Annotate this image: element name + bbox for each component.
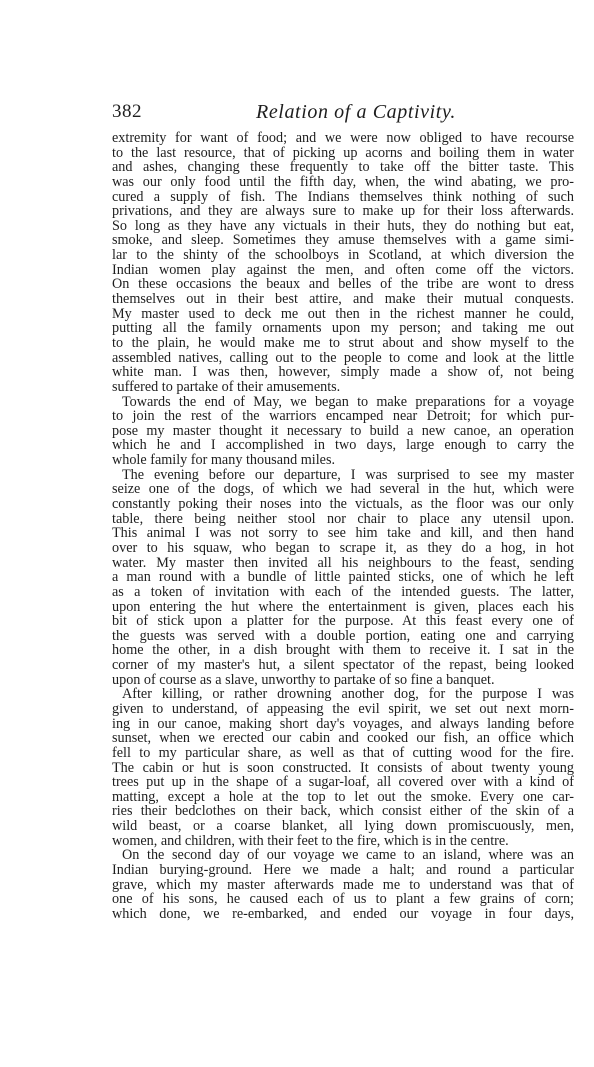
- text-line: sunset, when we erected our cabin and cooked our fish, an office which: [112, 730, 574, 747]
- text-line: a man round with a bundle of little painted sticks, one of which he left: [112, 569, 574, 586]
- page-number: 382: [112, 101, 142, 122]
- text-line: Indian burying-ground. Here we made a halt; and round a particular: [112, 862, 574, 879]
- text-line: This animal I was not sorry to see him take and kill, and then hand: [112, 525, 574, 542]
- text-line: pose my master thought it necessary to build a new canoe, an operation: [112, 422, 574, 439]
- text-line: ing in our canoe, making short day's voyages, and always landing before: [112, 715, 574, 732]
- text-line: whole family for many thousand miles.: [112, 452, 336, 469]
- text-line: to the last resource, that of picking up acorns and boiling them in water: [112, 144, 574, 161]
- text-line: upon entering the hut where the entertainment is given, places each his: [112, 598, 574, 615]
- text-line: to the plain, he would make me to strut about and show myself to the: [112, 334, 574, 351]
- text-line: Indian women play against the men, and often come off the victors.: [112, 261, 574, 278]
- text-line: women, and children, with their feet to the fire, which is in the centre.: [112, 832, 509, 849]
- text-line: over to his squaw, who began to scrape it, as they do a hog, in hot: [112, 539, 574, 556]
- text-line: So long as they have any victuals in their huts, they do nothing but eat,: [112, 217, 574, 234]
- text-line: to join the rest of the warriors encamped near Detroit; for which pur-: [112, 408, 574, 425]
- text-line: The evening before our departure, I was surprised to see my master: [122, 466, 574, 483]
- page-header: [112, 101, 574, 127]
- text-line: cured a supply of fish. The Indians themselves think nothing of such: [112, 188, 574, 205]
- text-line: fell to my particular share, as well as that of cutting wood for the fire.: [112, 744, 574, 761]
- text-line: The cabin or hut is soon constructed. It consists of about twenty young: [112, 759, 574, 776]
- text-line: water. My master then invited all his neighbours to the feast, sending: [112, 554, 574, 571]
- text-line: which done, we re-embarked, and ended our voyage in four days,: [112, 905, 574, 922]
- text-line: My master used to deck me out then in the richest manner he could,: [112, 305, 574, 322]
- text-line: the guests was served with a double portion, eating one and carrying: [112, 627, 574, 644]
- text-line: assembled natives, calling out to the people to come and look at the little: [112, 349, 574, 366]
- text-line: privations, and they are always sure to make up for their loss afterwards.: [112, 203, 574, 220]
- text-line: lar to the shinty of the schoolboys in Scotland, at which diversion the: [112, 247, 574, 264]
- text-line: home the other, in a dish brought with them to receive it. I sat in the: [112, 642, 574, 659]
- text-line: constantly poking their noses into the victuals, as the floor was our only: [112, 496, 574, 513]
- text-line: putting all the family ornaments upon my person; and taking me out: [112, 320, 574, 337]
- text-line: extremity for want of food; and we were now obliged to have recourse: [112, 130, 574, 146]
- text-line: one of his sons, he caused each of us to plant a few grains of corn;: [112, 891, 574, 908]
- text-line: given to understand, of appeasing the evil spirit, we set out next morn-: [112, 700, 574, 717]
- text-line: themselves out in their best attire, and make their mutual conquests.: [112, 291, 574, 308]
- text-line: trees put up in the shape of a sugar-loaf, all covered over with a kind of: [112, 774, 574, 791]
- text-line: Towards the end of May, we began to make preparations for a voyage: [122, 393, 574, 410]
- text-line: On these occasions the beaux and belles of the tribe are wont to dress: [112, 276, 574, 293]
- text-line: On the second day of our voyage we came to an island, where was an: [122, 847, 574, 864]
- text-line: ries their bedclothes on their back, which consist either of the skin of a: [112, 803, 574, 820]
- text-line: After killing, or rather drowning another dog, for the purpose I was: [122, 686, 574, 703]
- text-line: was our only food until the fifth day, when, the wind abating, we pro-: [112, 173, 574, 190]
- text-line: as a token of invitation with each of the intended guests. The latter,: [112, 583, 574, 600]
- text-line: matting, except a hole at the top to let out the smoke. Every one car-: [112, 788, 574, 805]
- text-line: suffered to partake of their amusements.: [112, 378, 341, 395]
- text-line: upon of course as a slave, unworthy to partake of so fine a banquet.: [112, 671, 495, 688]
- text-line: smoke, and sleep. Sometimes they amuse themselves with a game simi-: [112, 232, 574, 249]
- text-line: wild beast, or a coarse blanket, all lying down promiscuously, men,: [112, 818, 574, 835]
- text-line: table, there being neither stool nor chair to place any utensil upon.: [112, 510, 574, 527]
- running-title: Relation of a Captivity.: [256, 101, 456, 123]
- text-line: corner of my master's hut, a silent spectator of the repast, being looked: [112, 657, 574, 674]
- text-line: seize one of the dogs, of which we had several in the hut, which were: [112, 481, 574, 498]
- text-line: grave, which my master afterwards made me to understand was that of: [112, 876, 574, 893]
- text-line: bit of stick upon a platter for the purpose. At this feast every one of: [112, 613, 574, 630]
- body-text: [112, 131, 574, 922]
- text-line: white man. I was then, however, simply made a show of, not being: [112, 364, 574, 381]
- text-line: which he and I accomplished in two days, large enough to carry the: [112, 437, 574, 454]
- text-line: and ashes, changing these frequently to take off the bitter taste. This: [112, 159, 574, 176]
